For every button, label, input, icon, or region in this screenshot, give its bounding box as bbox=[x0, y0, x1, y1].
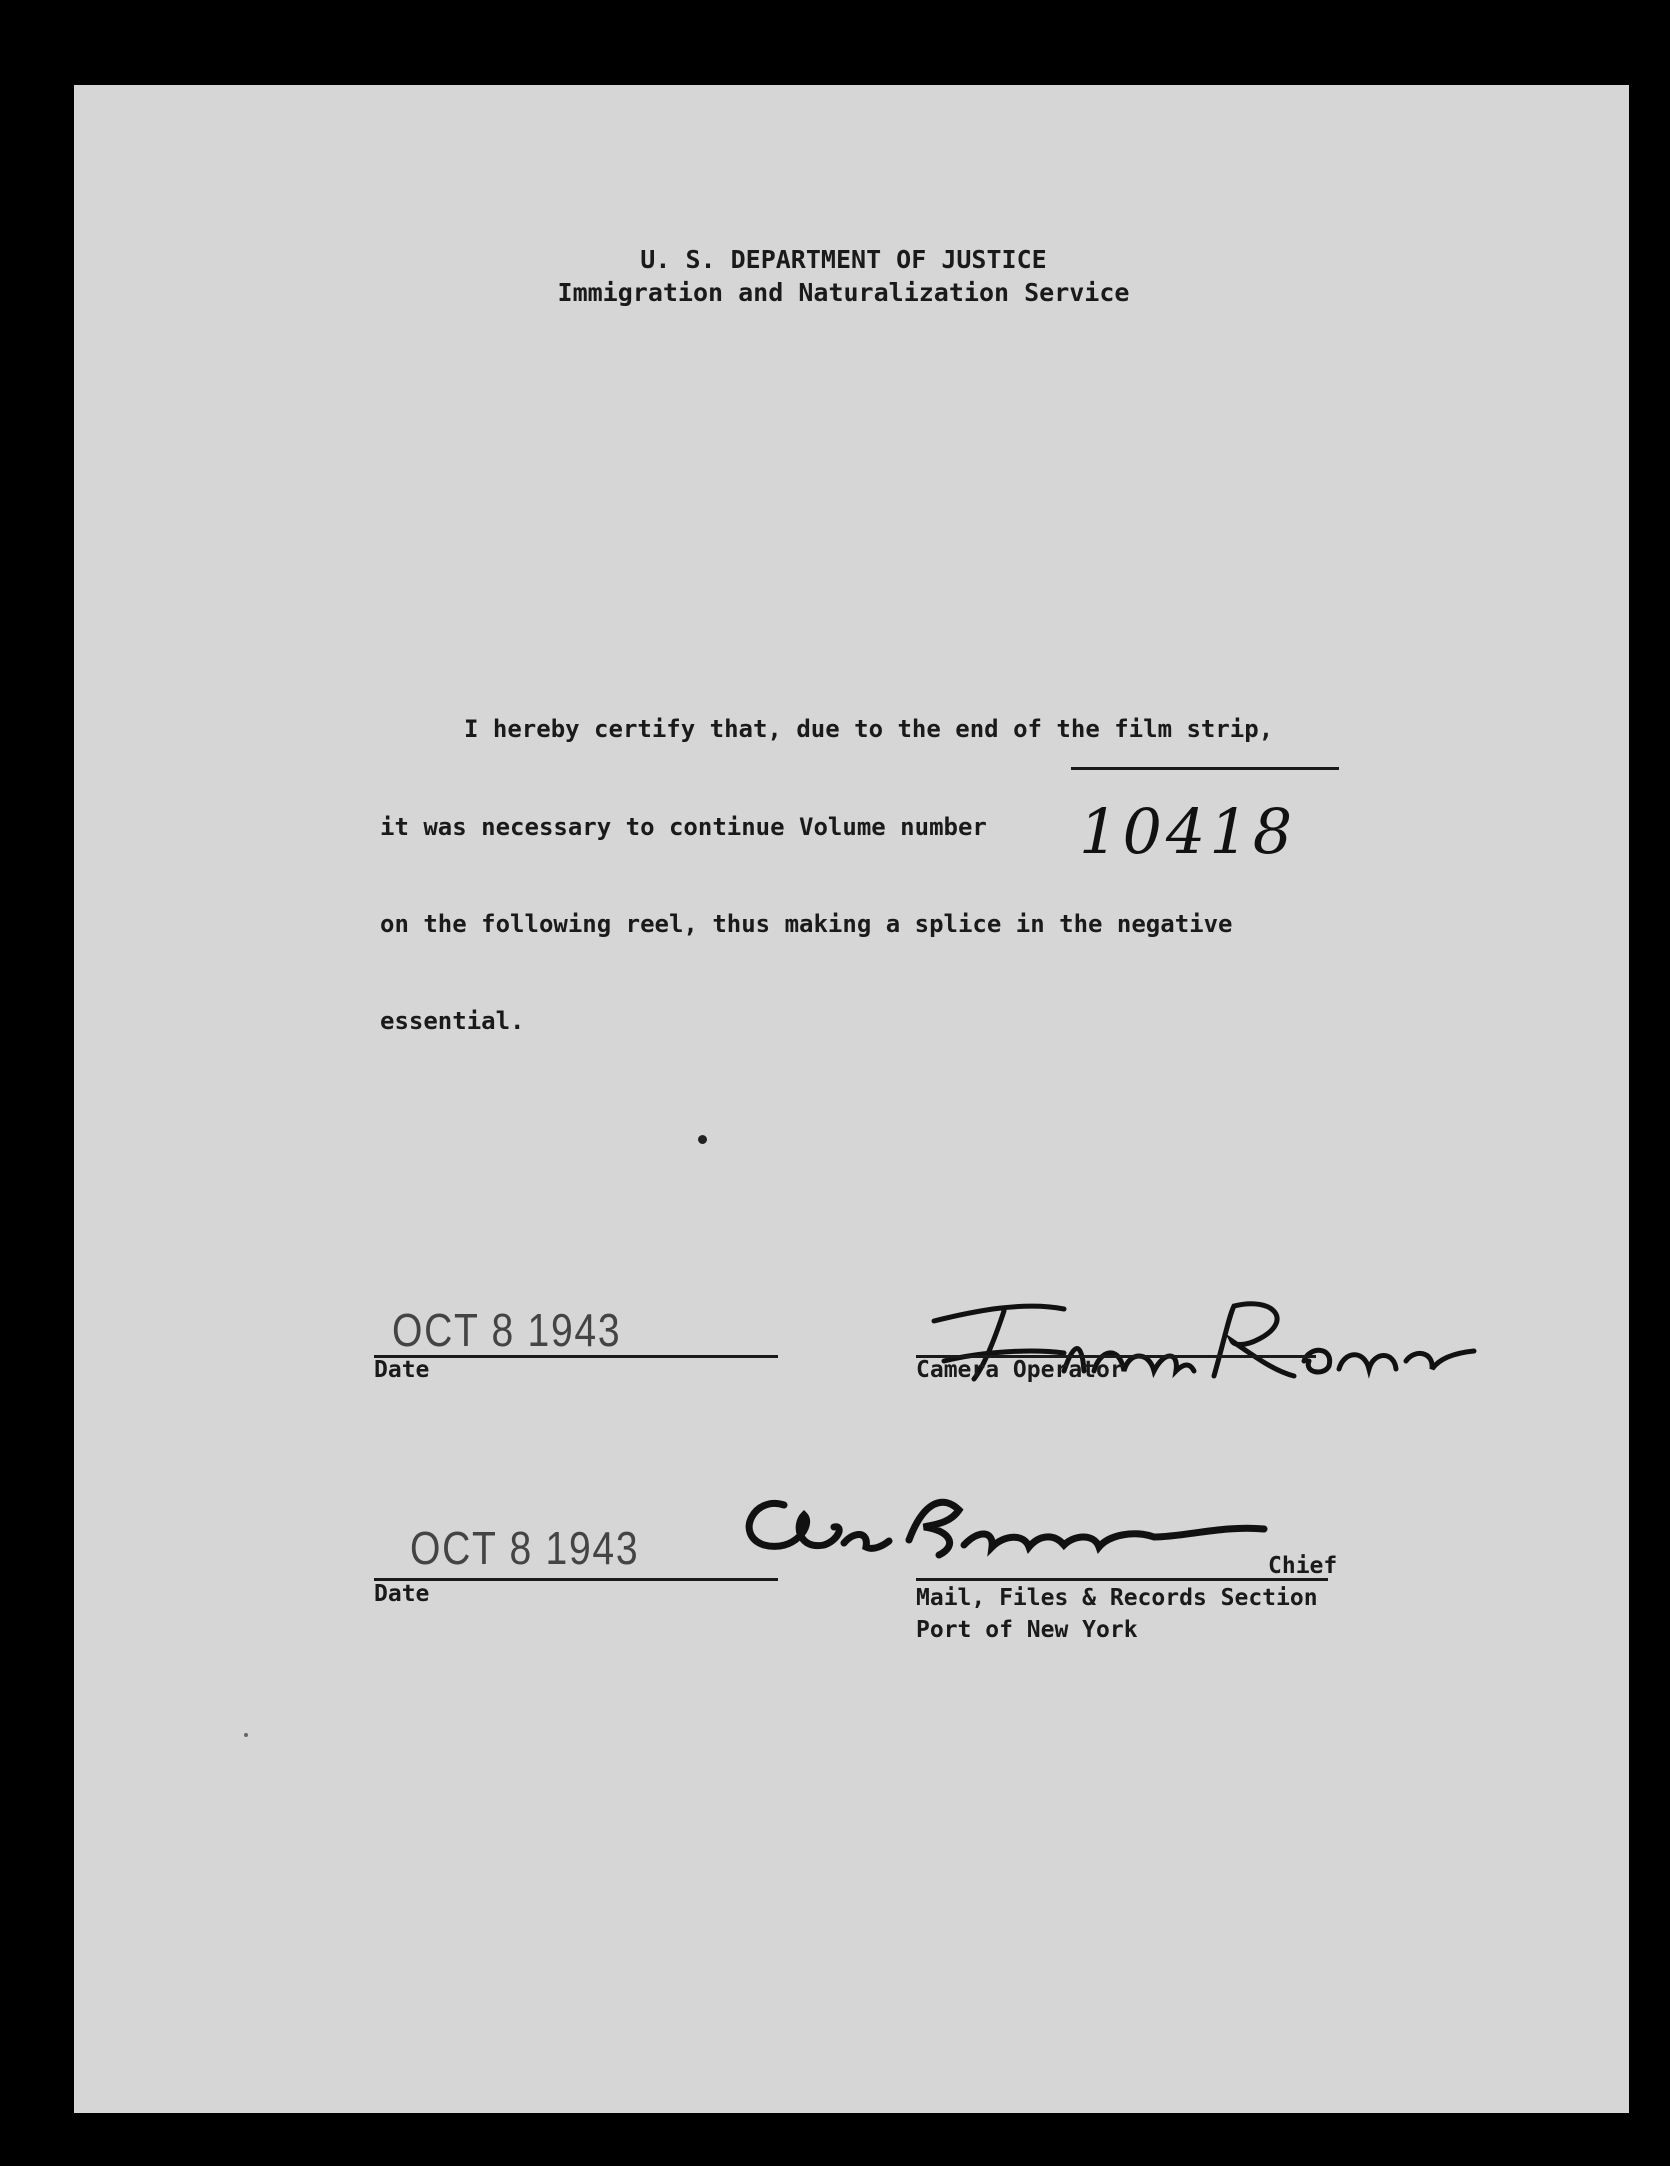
operator-date-stamp: OCT 8 1943 bbox=[392, 1304, 622, 1356]
document-sheet bbox=[74, 85, 1629, 2113]
certificate-line-1: I hereby certify that, due to the end of the film strip, bbox=[464, 715, 1274, 743]
operator-signature-text: Lina Roman bbox=[914, 1381, 1011, 1400]
chief-title-label: Chief bbox=[1268, 1553, 1338, 1579]
department-title: U. S. DEPARTMENT OF JUSTICE bbox=[640, 245, 1047, 274]
volume-number-underline bbox=[1071, 767, 1339, 770]
paper-speck bbox=[698, 1135, 707, 1144]
chief-date-stamp: OCT 8 1943 bbox=[410, 1522, 640, 1574]
certificate-line-2: it was necessary to continue Volume number bbox=[380, 813, 987, 841]
chief-signature-underline bbox=[916, 1578, 1328, 1581]
chief-signature-text: Geo. C. Baecker bbox=[724, 1555, 869, 1574]
operator-date-underline bbox=[374, 1355, 778, 1358]
certificate-line-3: on the following reel, thus making a splice in the negative bbox=[380, 910, 1233, 938]
chief-department-label: Mail, Files & Records Section bbox=[916, 1585, 1318, 1611]
operator-date-label: Date bbox=[374, 1357, 430, 1383]
chief-date-label: Date bbox=[374, 1581, 430, 1607]
operator-role-label: Camera Operator bbox=[916, 1357, 1124, 1383]
paper-speck bbox=[244, 1733, 248, 1737]
operator-signature bbox=[914, 1281, 1494, 1401]
chief-date-underline bbox=[374, 1578, 778, 1581]
chief-signature bbox=[724, 1465, 1344, 1575]
service-subtitle: Immigration and Naturalization Service bbox=[557, 278, 1130, 307]
certificate-line-4: essential. bbox=[380, 1007, 525, 1035]
chief-location-label: Port of New York bbox=[916, 1617, 1138, 1643]
volume-number-handwritten: 10418 bbox=[1079, 795, 1297, 868]
